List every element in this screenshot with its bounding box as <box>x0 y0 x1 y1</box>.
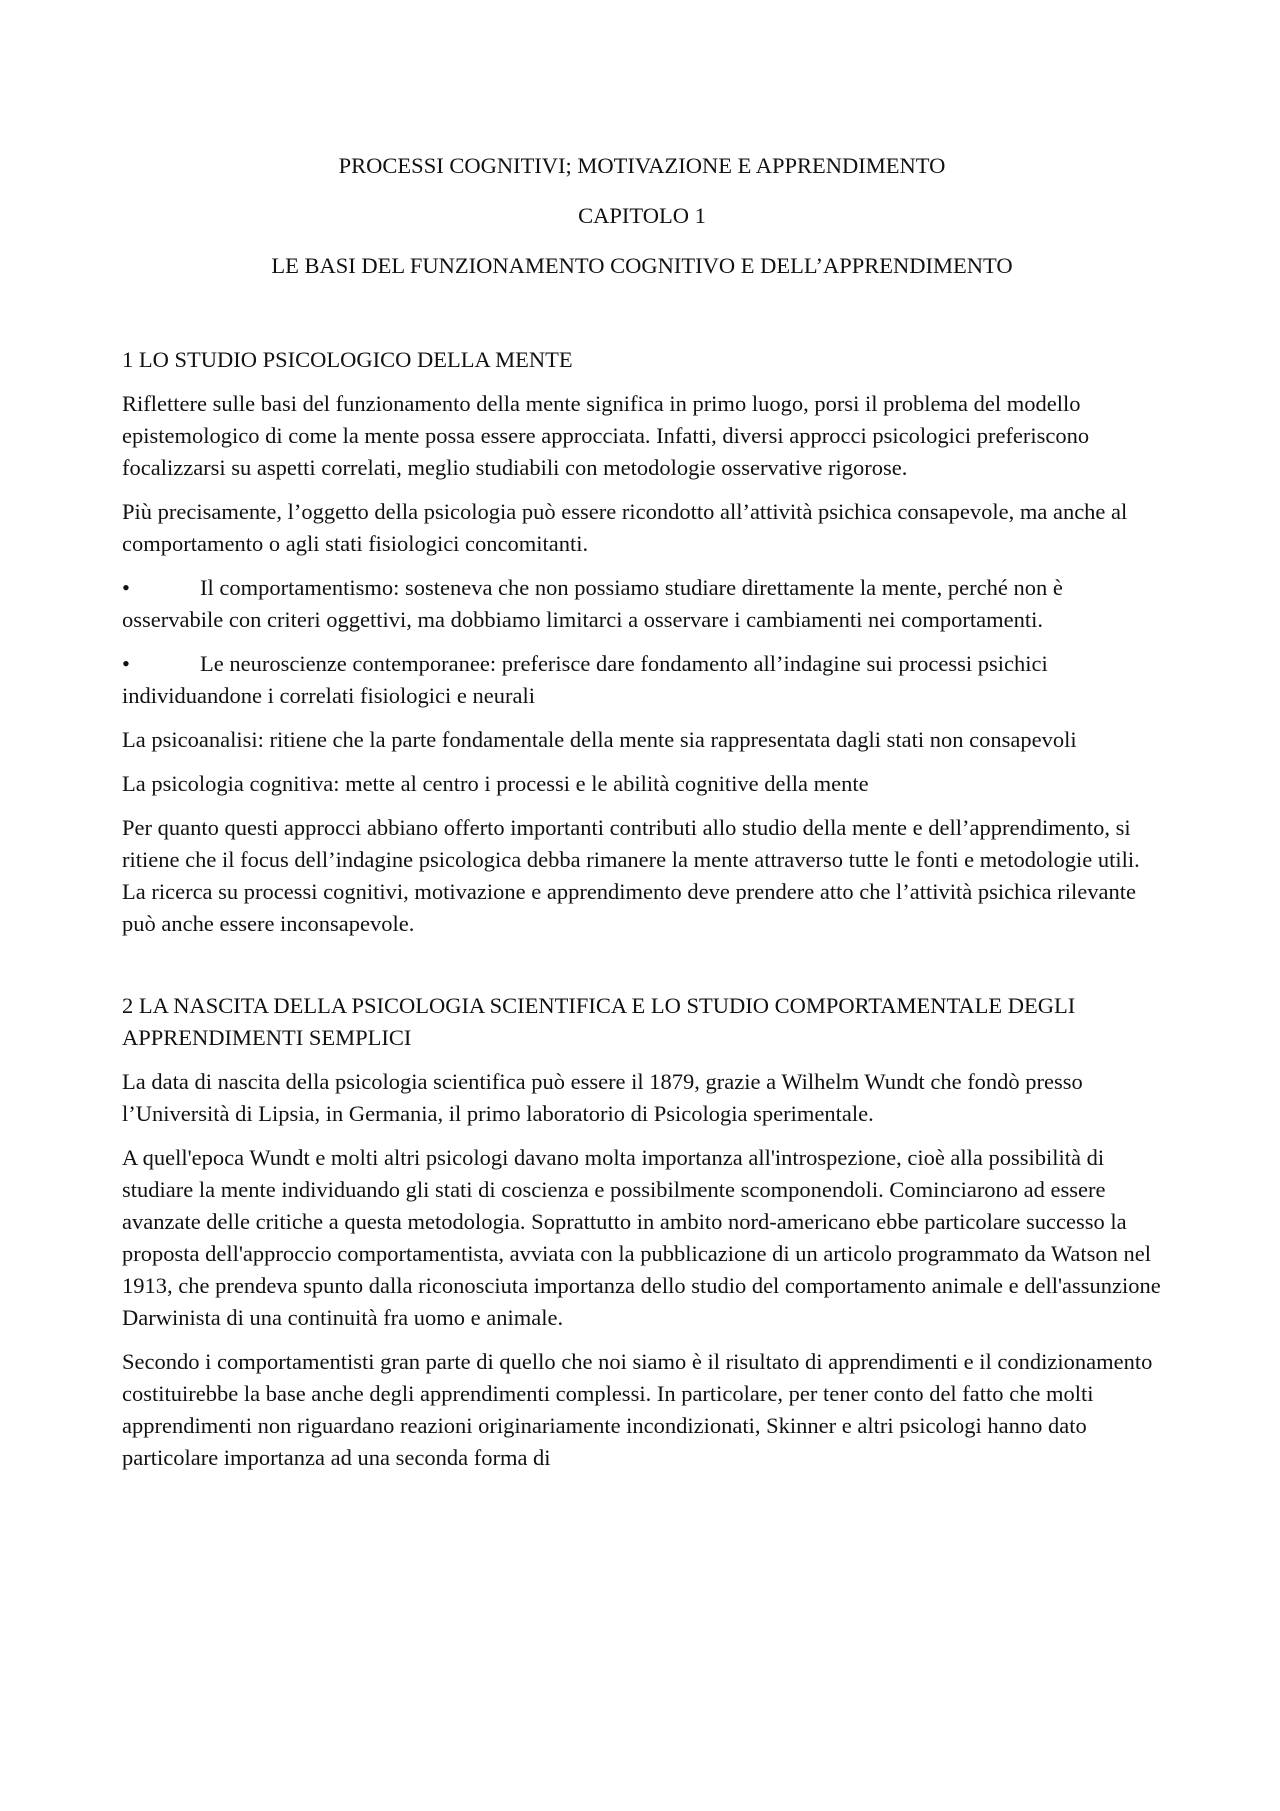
bullet-text: Il comportamentismo: sosteneva che non possiamo studiare direttamente la mente, perché non è osservabile con criteri oggettivi, ma dobbiamo limitarci a osservare i cambiamenti nei comportamenti. <box>122 575 1063 632</box>
bullet-mark: • <box>122 575 130 600</box>
section-2 <box>122 990 1162 1474</box>
paragraph: La data di nascita della psicologia scientifica può essere il 1879, grazie a Wilhelm Wundt che fondò presso l’Università di Lipsia, in Germania, il primo laboratorio di Psicologia sperimentale. <box>122 1069 1083 1126</box>
spacer <box>122 952 1162 990</box>
paragraph: La psicoanalisi: ritiene che la parte fondamentale della mente sia rappresentata dagli stati non consapevoli <box>122 727 1077 752</box>
paragraph: Più precisamente, l’oggetto della psicologia può essere ricondotto all’attività psichica consapevole, ma anche al comportamento o agli stati fisiologici concomitanti. <box>122 499 1128 556</box>
paragraph: A quell'epoca Wundt e molti altri psicologi davano molta importanza all'introspezione, cioè alla possibilità di studiare la mente individuando gli stati di coscienza e possibilmente scomponendoli. Cominciarono ad essere avanzate delle critiche a questa metodologia. Soprattutto in ambito nord-americano ebbe particolare successo la proposta dell'approccio comportamentista, avviata con la pubblicazione di un articolo programmato da Watson nel 1913, che prendeva spunto dalla riconosciuta importanza dello studio del comportamento animale e dell'assunzione Darwinista di una continuità fra uomo e animale. <box>122 1145 1161 1330</box>
section-1 <box>122 344 1162 940</box>
bullet-item <box>122 572 1162 636</box>
bullet-text: Le neuroscienze contemporanee: preferisce dare fondamento all’indagine sui processi psichici individuandone i correlati fisiologici e neurali <box>122 651 1048 708</box>
document-page <box>122 150 1162 1486</box>
paragraph: Riflettere sulle basi del funzionamento della mente significa in primo luogo, porsi il problema del modello epistemologico di come la mente possa essere approcciata. Infatti, diversi approcci psicologici preferiscono focalizzarsi su aspetti correlati, meglio studiabili con metodologie osservative rigorose. <box>122 391 1090 480</box>
document-title: PROCESSI COGNITIVI; MOTIVAZIONE E APPRENDIMENTO <box>338 153 946 178</box>
section-heading: 2 LA NASCITA DELLA PSICOLOGIA SCIENTIFICA E LO STUDIO COMPORTAMENTALE DEGLI APPRENDIMENTI SEMPLICI <box>122 993 1076 1050</box>
bullet-item <box>122 648 1162 712</box>
title-block <box>122 150 1162 282</box>
chapter-label: CAPITOLO 1 <box>578 203 706 228</box>
chapter-title: LE BASI DEL FUNZIONAMENTO COGNITIVO E DELL’APPRENDIMENTO <box>271 253 1013 278</box>
spacer <box>122 282 1162 344</box>
bullet-mark: • <box>122 651 130 676</box>
paragraph: La psicologia cognitiva: mette al centro i processi e le abilità cognitive della mente <box>122 771 869 796</box>
paragraph: Per quanto questi approcci abbiano offerto importanti contributi allo studio della mente e dell’apprendimento, si ritiene che il focus dell’indagine psicologica debba rimanere la mente attraverso tutte le fonti e metodologie utili. La ricerca su processi cognitivi, motivazione e apprendimento deve prendere atto che l’attività psichica rilevante può anche essere inconsapevole. <box>122 815 1140 936</box>
paragraph: Secondo i comportamentisti gran parte di quello che noi siamo è il risultato di apprendimenti e il condizionamento costituirebbe la base anche degli apprendimenti complessi. In particolare, per tener conto del fatto che molti apprendimenti non riguardano reazioni originariamente incondizionati, Skinner e altri psicologi hanno dato particolare importanza ad una seconda forma di <box>122 1349 1153 1470</box>
section-heading: 1 LO STUDIO PSICOLOGICO DELLA MENTE <box>122 347 573 372</box>
